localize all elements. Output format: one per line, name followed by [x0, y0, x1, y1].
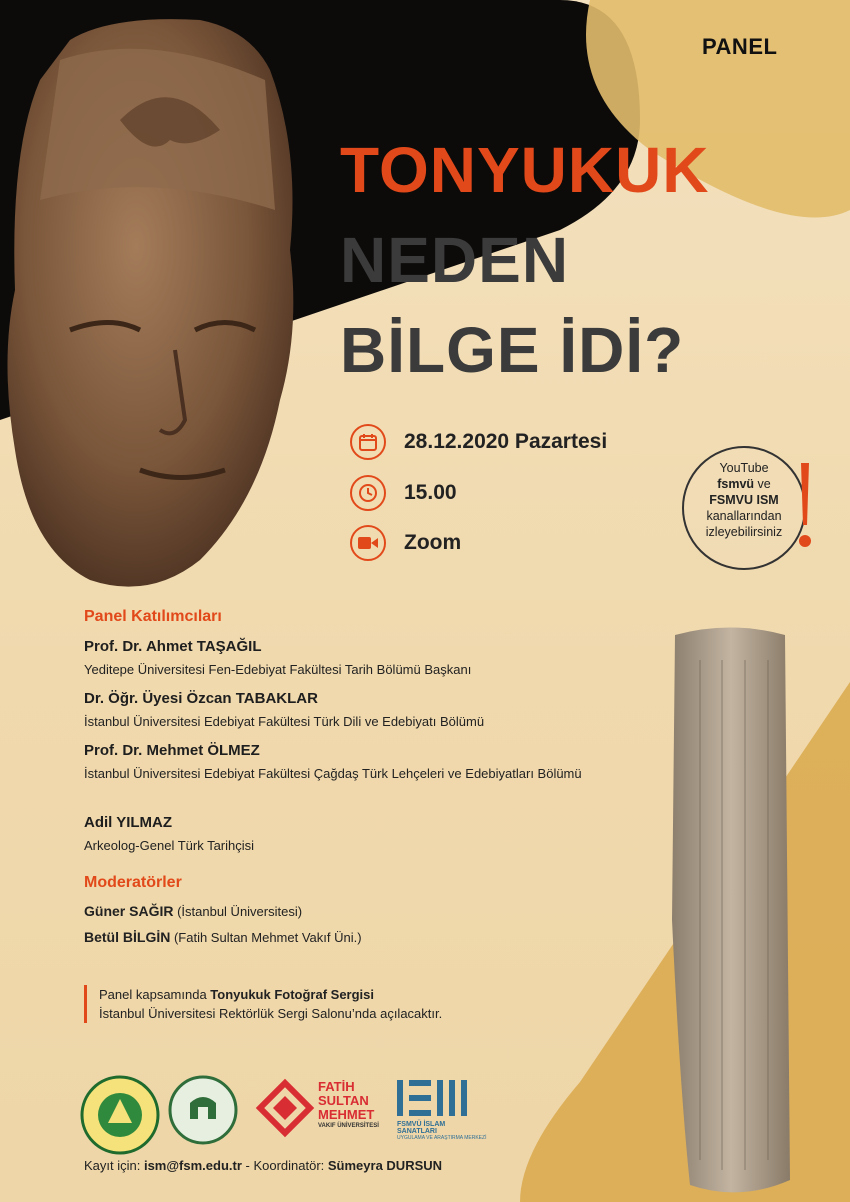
- fsmvu-logo-mark: [255, 1078, 315, 1138]
- participant-name: Prof. Dr. Mehmet ÖLMEZ: [84, 742, 260, 759]
- video-camera-icon: [350, 525, 386, 561]
- participant-affiliation: İstanbul Üniversitesi Edebiyat Fakültesi Çağdaş Türk Lehçeleri ve Edebiyatları Bölümü: [84, 766, 582, 781]
- clock-icon: [350, 475, 386, 511]
- ism-logo-mark: [397, 1080, 477, 1116]
- participant-affiliation: İstanbul Üniversitesi Edebiyat Fakültesi Türk Dili ve Edebiyatı Bölümü: [84, 714, 485, 729]
- contact-email[interactable]: ism@fsm.edu.tr: [143, 1158, 242, 1173]
- title-line-2: NEDEN: [340, 224, 570, 296]
- moderators-heading: Moderatörler: [84, 874, 182, 891]
- event-title: [340, 134, 710, 386]
- title-line-1: TONYUKUK: [340, 134, 710, 206]
- istanbul-university-logo: [80, 1075, 160, 1155]
- event-date-row: [350, 424, 607, 460]
- event-time: 15.00: [404, 481, 457, 504]
- event-time-row: [350, 475, 457, 511]
- exhibition-note: Panel kapsamında Tonyukuk Fotoğraf Sergisi İstanbul Üniversitesi Rektörlük Sergi Salonu’nda açılacaktır.: [84, 985, 442, 1023]
- participants-heading: Panel Katılımcıları: [84, 608, 222, 625]
- exclamation-icon: [798, 463, 812, 553]
- event-platform: Zoom: [404, 531, 462, 554]
- youtube-notice: YouTube fsmvü ve FSMVU ISM kanallarından izleyebilirsiniz: [682, 446, 806, 570]
- event-platform-row: [350, 525, 461, 561]
- event-date: 28.12.2020 Pazartesi: [404, 430, 608, 453]
- moderator-item: Güner SAĞIR (İstanbul Üniversitesi): [84, 903, 303, 919]
- participant-name: Dr. Öğr. Üyesi Özcan TABAKLAR: [84, 690, 318, 707]
- tonyukuk-head-sculpture: [0, 0, 310, 610]
- participant-name: Adil YILMAZ: [84, 814, 173, 831]
- participant-name: Prof. Dr. Ahmet TAŞAĞIL: [84, 638, 262, 655]
- registration-footer: Kayıt için: ism@fsm.edu.tr - Koordinatör: Sümeyra DURSUN: [84, 1158, 443, 1173]
- ism-logo: FSMVÜ İSLAM SANATLARI UYGULAMA VE ARAŞTIRMA MERKEZİ: [397, 1080, 487, 1141]
- participant-affiliation: Arkeolog-Genel Türk Tarihçisi: [84, 838, 255, 853]
- tonyukuk-stele-stone: [650, 620, 810, 1202]
- muzenium-logo: [168, 1075, 238, 1145]
- participant-affiliation: Yeditepe Üniversitesi Fen-Edebiyat Fakültesi Tarih Bölümü Başkanı: [84, 662, 472, 677]
- panel-tag: PANEL: [702, 34, 778, 59]
- title-line-3: BİLGE İDİ?: [340, 314, 685, 386]
- fsmvu-logo-text: FATİH SULTAN MEHMET VAKIF ÜNİVERSİTESİ: [318, 1079, 379, 1129]
- moderator-item: Betül BİLGİN (Fatih Sultan Mehmet Vakıf Üni.): [84, 929, 362, 945]
- calendar-icon: [350, 424, 386, 460]
